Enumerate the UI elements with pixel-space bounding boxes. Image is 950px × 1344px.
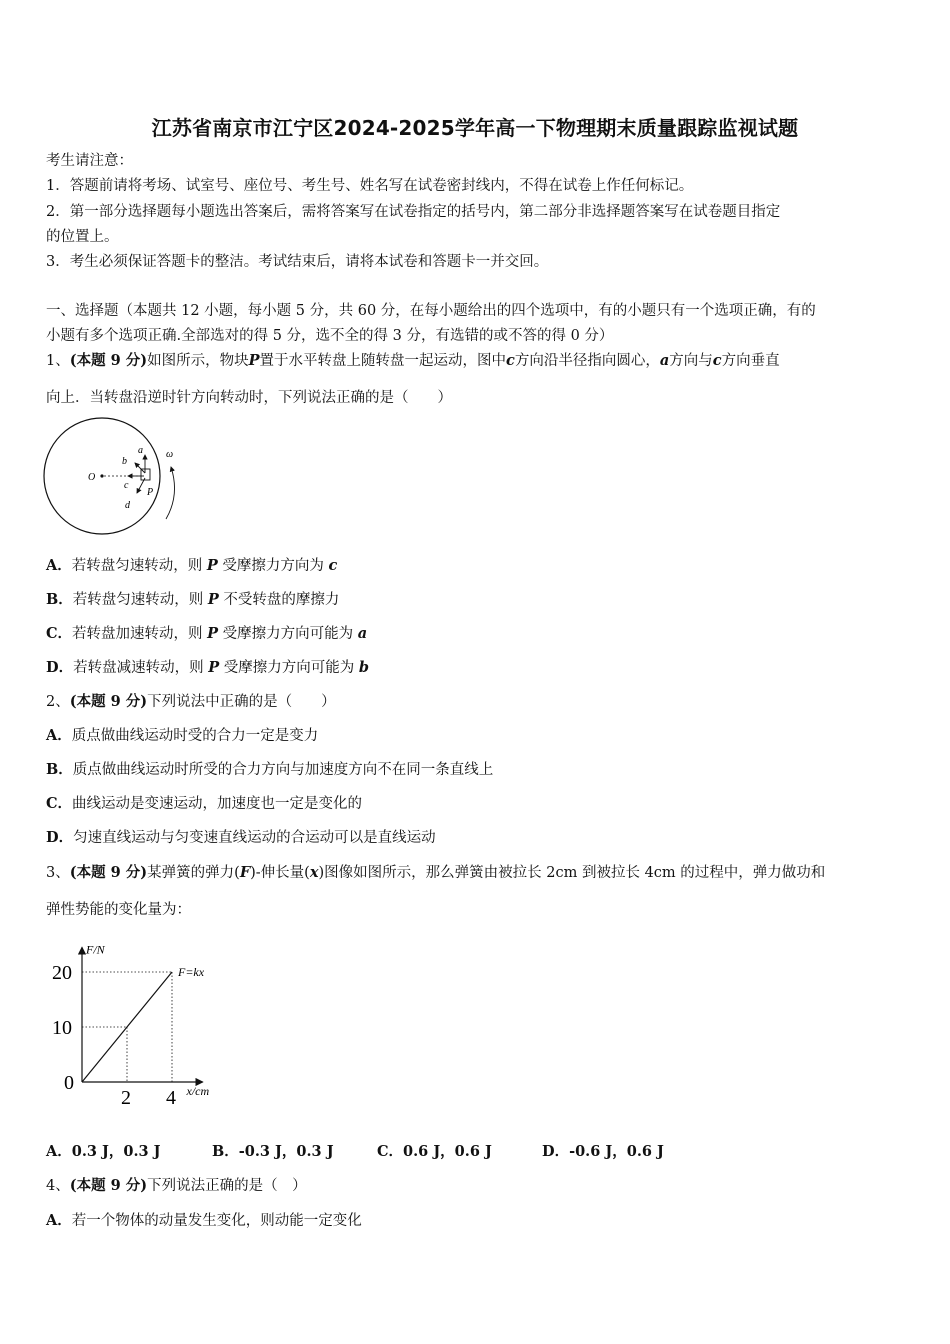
series-label: F=kx <box>178 965 205 979</box>
label-a: a <box>138 445 143 456</box>
label-d: d <box>125 500 130 511</box>
label-O: O <box>88 472 96 483</box>
q1-option-b: B．若转盘匀速转动，则 P 不受转盘的摩擦力 <box>46 591 340 608</box>
q1-option-d: D．若转盘减速转动，则 P 受摩擦力方向可能为 b <box>46 659 369 676</box>
section-line-1: 一、选择题（本题共 12 小题，每小题 5 分，共 60 分，在每小题给出的四个选项中，有的小题只有一个选项正确，有的 <box>46 303 816 319</box>
q4-option-a: A．若一个物体的动量发生变化，则动能一定变化 <box>46 1212 362 1229</box>
q1-turntable-figure <box>40 415 190 540</box>
q3-stem-line-2: 弹性势能的变化量为： <box>46 902 191 918</box>
q3-option-d: D．-0.6 J，0.6 J <box>542 1143 664 1160</box>
q2-option-a: A．质点做曲线运动时受的合力一定是变力 <box>46 727 319 744</box>
q3-options-row <box>46 1142 906 1162</box>
q3-option-a: A．0.3 J，0.3 J <box>46 1143 161 1160</box>
q1-option-a: A．若转盘匀速转动，则 P 受摩擦力方向为 c <box>46 557 338 574</box>
y-tick-label-10: 10 <box>52 1017 72 1039</box>
page-title: 江苏省南京市江宁区2024-2025学年高一下物理期末质量跟踪监视试题 <box>151 116 799 140</box>
arrow-b <box>135 463 145 473</box>
x-tick-label-2: 2 <box>121 1087 131 1109</box>
q3-stem-line-1: 3、(本题 9 分)某弹簧的弹力(F)-伸长量(x)图像如图所示，那么弹簧由被拉长 2cm 到被拉长 4cm 的过程中，弹力做功和 <box>46 864 826 881</box>
label-omega: ω <box>166 449 174 460</box>
center-dot <box>100 474 103 477</box>
x-axis-label: x/cm <box>186 1084 210 1098</box>
notice-heading: 考生请注意： <box>46 153 133 169</box>
q3-force-extension-chart <box>40 925 240 1115</box>
q3-option-b: B．-0.3 J，0.3 J <box>212 1143 334 1160</box>
q2-option-b: B．质点做曲线运动时所受的合力方向与加速度方向不在同一条直线上 <box>46 761 494 778</box>
notice-item-1: 1．答题前请将考场、试室号、座位号、考生号、姓名写在试卷密封线内，不得在试卷上作任何标记。 <box>46 178 694 194</box>
label-b: b <box>122 456 127 467</box>
notice-item-3: 3．考生必须保证答题卡的整洁。考试结束后，请将本试卷和答题卡一并交回。 <box>46 254 549 270</box>
notice-item-2b: 的位置上。 <box>46 229 119 245</box>
label-P: P <box>147 487 154 498</box>
q2-stem: 2、(本题 9 分)下列说法中正确的是（ ） <box>46 693 336 710</box>
q4-stem: 4、(本题 9 分)下列说法正确的是（ ） <box>46 1177 307 1194</box>
rotation-arrow <box>166 467 175 519</box>
label-c: c <box>124 480 129 491</box>
y-axis-label: F/N <box>86 942 105 957</box>
q1-stem-line-1: 1、(本题 9 分)如图所示，物块P置于水平转盘上随转盘一起运动，图中c方向沿半径指向圆心，a方向与c方向垂直 <box>46 352 780 369</box>
q2-option-d: D．匀速直线运动与匀变速直线运动的合运动可以是直线运动 <box>46 829 436 846</box>
q1-option-c: C．若转盘加速转动，则 P 受摩擦力方向可能为 a <box>46 625 368 642</box>
section-line-2: 小题有多个选项正确.全部选对的得 5 分，选不全的得 3 分，有选错的或不答的得 0 分） <box>46 328 614 344</box>
q2-option-c: C．曲线运动是变速运动，加速度也一定是变化的 <box>46 795 363 812</box>
x-tick-label-4: 4 <box>166 1087 176 1109</box>
q1-stem-line-2: 向上．当转盘沿逆时针方向转动时，下列说法正确的是（ ） <box>46 390 452 406</box>
notice-item-2a: 2．第一部分选择题每小题选出答案后，需将答案写在试卷指定的括号内，第二部分非选择题答案写在试卷题目指定 <box>46 204 781 220</box>
q3-option-c: C．0.6 J，0.6 J <box>377 1143 492 1160</box>
y-tick-label-20: 20 <box>52 962 72 984</box>
origin-label: 0 <box>64 1072 74 1094</box>
